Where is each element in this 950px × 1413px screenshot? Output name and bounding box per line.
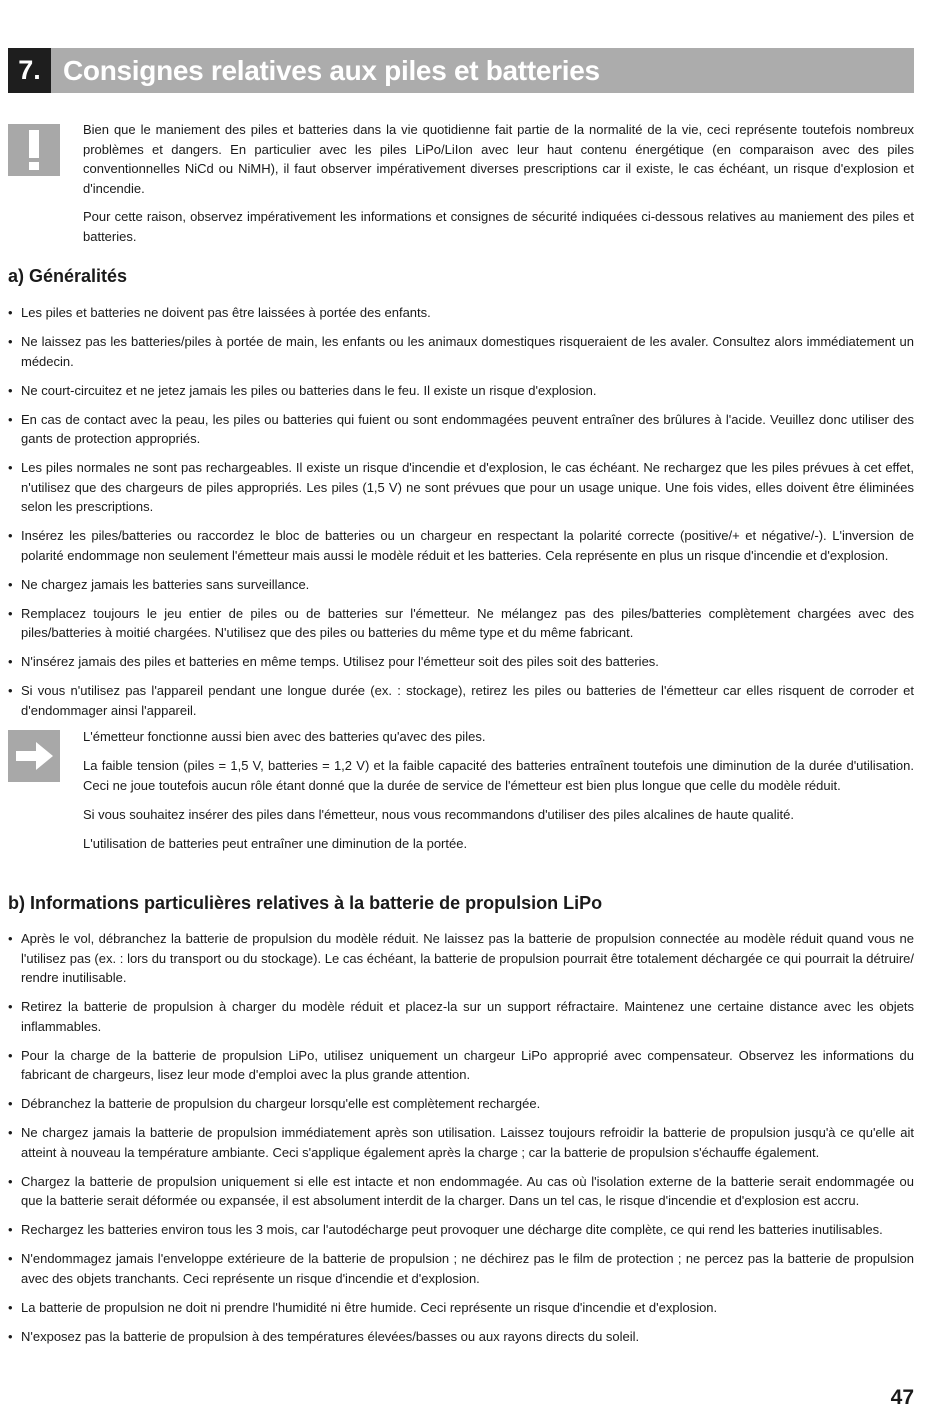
intro-paragraph: Bien que le maniement des piles et batteries dans la vie quotidienne fait partie de la normalité de la vie, ceci représente toutefois nombreux problèmes et dangers. En particulier avec les piles LiPo/LiIon avec leur haut contenu énergétique (en comparaison avec des piles conventionnelles NiCd ou NiMH), il faut observer impérativement diverses prescriptions car il existe, le cas échéant, un risque d'explosion et d'incendie. <box>83 122 914 196</box>
intro-text <box>83 120 914 255</box>
list-item: • Débranchez la batterie de propulsion du chargeur lorsqu'elle est complètement rechargée. <box>8 1094 914 1114</box>
list-item: • Ne chargez jamais les batteries sans surveillance. <box>8 575 914 595</box>
list-item: • Les piles normales ne sont pas rechargeables. Il existe un risque d'incendie et d'explosion, le cas échéant. Ne rechargez que les piles prévues à cet effet, n'utilisez que des chargeurs de piles appropriés. Les piles (1,5 V) ne sont prévues que pour un usage unique. Une fois vides, elles doivent être éliminées selon les prescriptions. <box>8 458 914 517</box>
intro-paragraph: Pour cette raison, observez impérativement les informations et consignes de sécurité indiquées ci-dessous relatives au maniement des piles et batteries. <box>83 209 914 244</box>
list-item: • Insérez les piles/batteries ou raccordez le bloc de batteries ou un chargeur en respectant la polarité correcte (positive/+ et négative/-). L'inversion de polarité endommage non seulement l'émetteur mais aussi le modèle réduit et les batteries. Cela représente en plus un risque d'incendie et d'explosion. <box>8 526 914 565</box>
list-item: • La batterie de propulsion ne doit ni prendre l'humidité ni être humide. Ceci représente un risque d'incendie et d'explosion. <box>8 1298 914 1318</box>
section-b-heading: b) Informations particulières relatives à la batterie de propulsion LiPo <box>8 893 603 913</box>
list-item: • En cas de contact avec la peau, les piles ou batteries qui fuient ou sont endommagées peuvent entraîner des brûlures à l'acide. Veuillez donc utiliser des gants de protection appropriés. <box>8 410 914 449</box>
list-item: • Pour la charge de la batterie de propulsion LiPo, utilisez uniquement un chargeur LiPo approprié avec compensateur. Observez les informations du fabricant de chargeurs, lisez leur mode d'emploi avec la plus grande attention. <box>8 1046 914 1085</box>
arrow-right-icon <box>8 730 60 782</box>
note-paragraph: La faible tension (piles = 1,5 V, batteries = 1,2 V) et la faible capacité des batteries entraînent toutefois une diminution de la durée d'utilisation. Ceci ne joue toutefois aucun rôle étant donné que la durée de service de l'émetteur est bien plus longue que celle du modèle réduit. <box>83 758 914 793</box>
list-item: • Ne chargez jamais la batterie de propulsion immédiatement après son utilisation. Laissez toujours refroidir la batterie de propulsion jusqu'à ce qu'elle ait atteint à nouveau la température ambiante. Ceci s'applique également après la charge ; car la batterie de propulsion s'échauffe également. <box>8 1123 914 1162</box>
section-title: Consignes relatives aux piles et batteries <box>63 55 600 86</box>
list-item: • Rechargez les batteries environ tous les 3 mois, car l'autodécharge peut provoquer une décharge dite complète, ce qui rend les batteries inutilisables. <box>8 1220 914 1240</box>
section-b-list <box>8 929 914 1356</box>
list-item: • N'exposez pas la batterie de propulsion à des températures élevées/basses ou aux rayons directs du soleil. <box>8 1327 914 1347</box>
list-item: • N'endommagez jamais l'enveloppe extérieure de la batterie de propulsion ; ne déchirez pas le film de protection ; ne percez pas la batterie de propulsion avec des objets tranchants. Ceci représente un risque d'incendie et d'explosion. <box>8 1249 914 1288</box>
section-header <box>8 48 914 93</box>
list-item: • Retirez la batterie de propulsion à charger du modèle réduit et placez-la sur un support réfractaire. Maintenez une certaine distance avec les objets inflammables. <box>8 997 914 1036</box>
list-item: • Après le vol, débranchez la batterie de propulsion du modèle réduit. Ne laissez pas la batterie de propulsion connectée au modèle réduit quand vous ne l'utilisez pas (ex. : lors du transport ou du stockage). Le cas échéant, la batterie de propulsion pourrait être totalement déchargée ce qui pourrait la détruire/ rendre inutilisable. <box>8 929 914 988</box>
list-item: • Remplacez toujours le jeu entier de piles ou de batteries sur l'émetteur. Ne mélangez pas des piles/batteries complètement chargées avec des piles/batteries à moitié chargées. N'utilisez que des piles ou batteries du même type et du même fabricant. <box>8 604 914 643</box>
list-item: • Si vous n'utilisez pas l'appareil pendant une longue durée (ex. : stockage), retirez les piles ou batteries de l'émetteur car elles risquent de corroder et d'endommager ainsi l'appareil. <box>8 681 914 720</box>
section-a-list <box>8 303 914 730</box>
list-item: • Ne court-circuitez et ne jetez jamais les piles ou batteries dans le feu. Il existe un risque d'explosion. <box>8 381 914 401</box>
list-item: • Chargez la batterie de propulsion uniquement si elle est intacte et non endommagée. Au cas où l'isolation externe de la batterie serait endommagée ou que la batterie serait déformée ou expansée, il est absolument interdit de la charger. Dans un tel cas, le risque d'incendie et d'explosion est accru. <box>8 1172 914 1211</box>
list-item: • Les piles et batteries ne doivent pas être laissées à portée des enfants. <box>8 303 914 323</box>
section-number: 7. <box>8 48 51 93</box>
note-paragraph: Si vous souhaitez insérer des piles dans l'émetteur, nous vous recommandons d'utiliser des piles alcalines de haute qualité. <box>83 806 794 822</box>
exclamation-icon <box>8 124 60 176</box>
list-item: • Ne laissez pas les batteries/piles à portée de main, les enfants ou les animaux domestiques risqueraient de les avaler. Consultez alors immédiatement un médecin. <box>8 332 914 371</box>
note-paragraph: L'utilisation de batteries peut entraîner une diminution de la portée. <box>83 835 468 851</box>
section-a-heading: a) Généralités <box>8 266 128 286</box>
note-paragraph: L'émetteur fonctionne aussi bien avec des batteries qu'avec des piles. <box>83 729 486 744</box>
note-text <box>83 727 914 863</box>
list-item: • N'insérez jamais des piles et batteries en même temps. Utilisez pour l'émetteur soit des piles soit des batteries. <box>8 652 914 672</box>
page-number: 47 <box>890 1386 914 1409</box>
